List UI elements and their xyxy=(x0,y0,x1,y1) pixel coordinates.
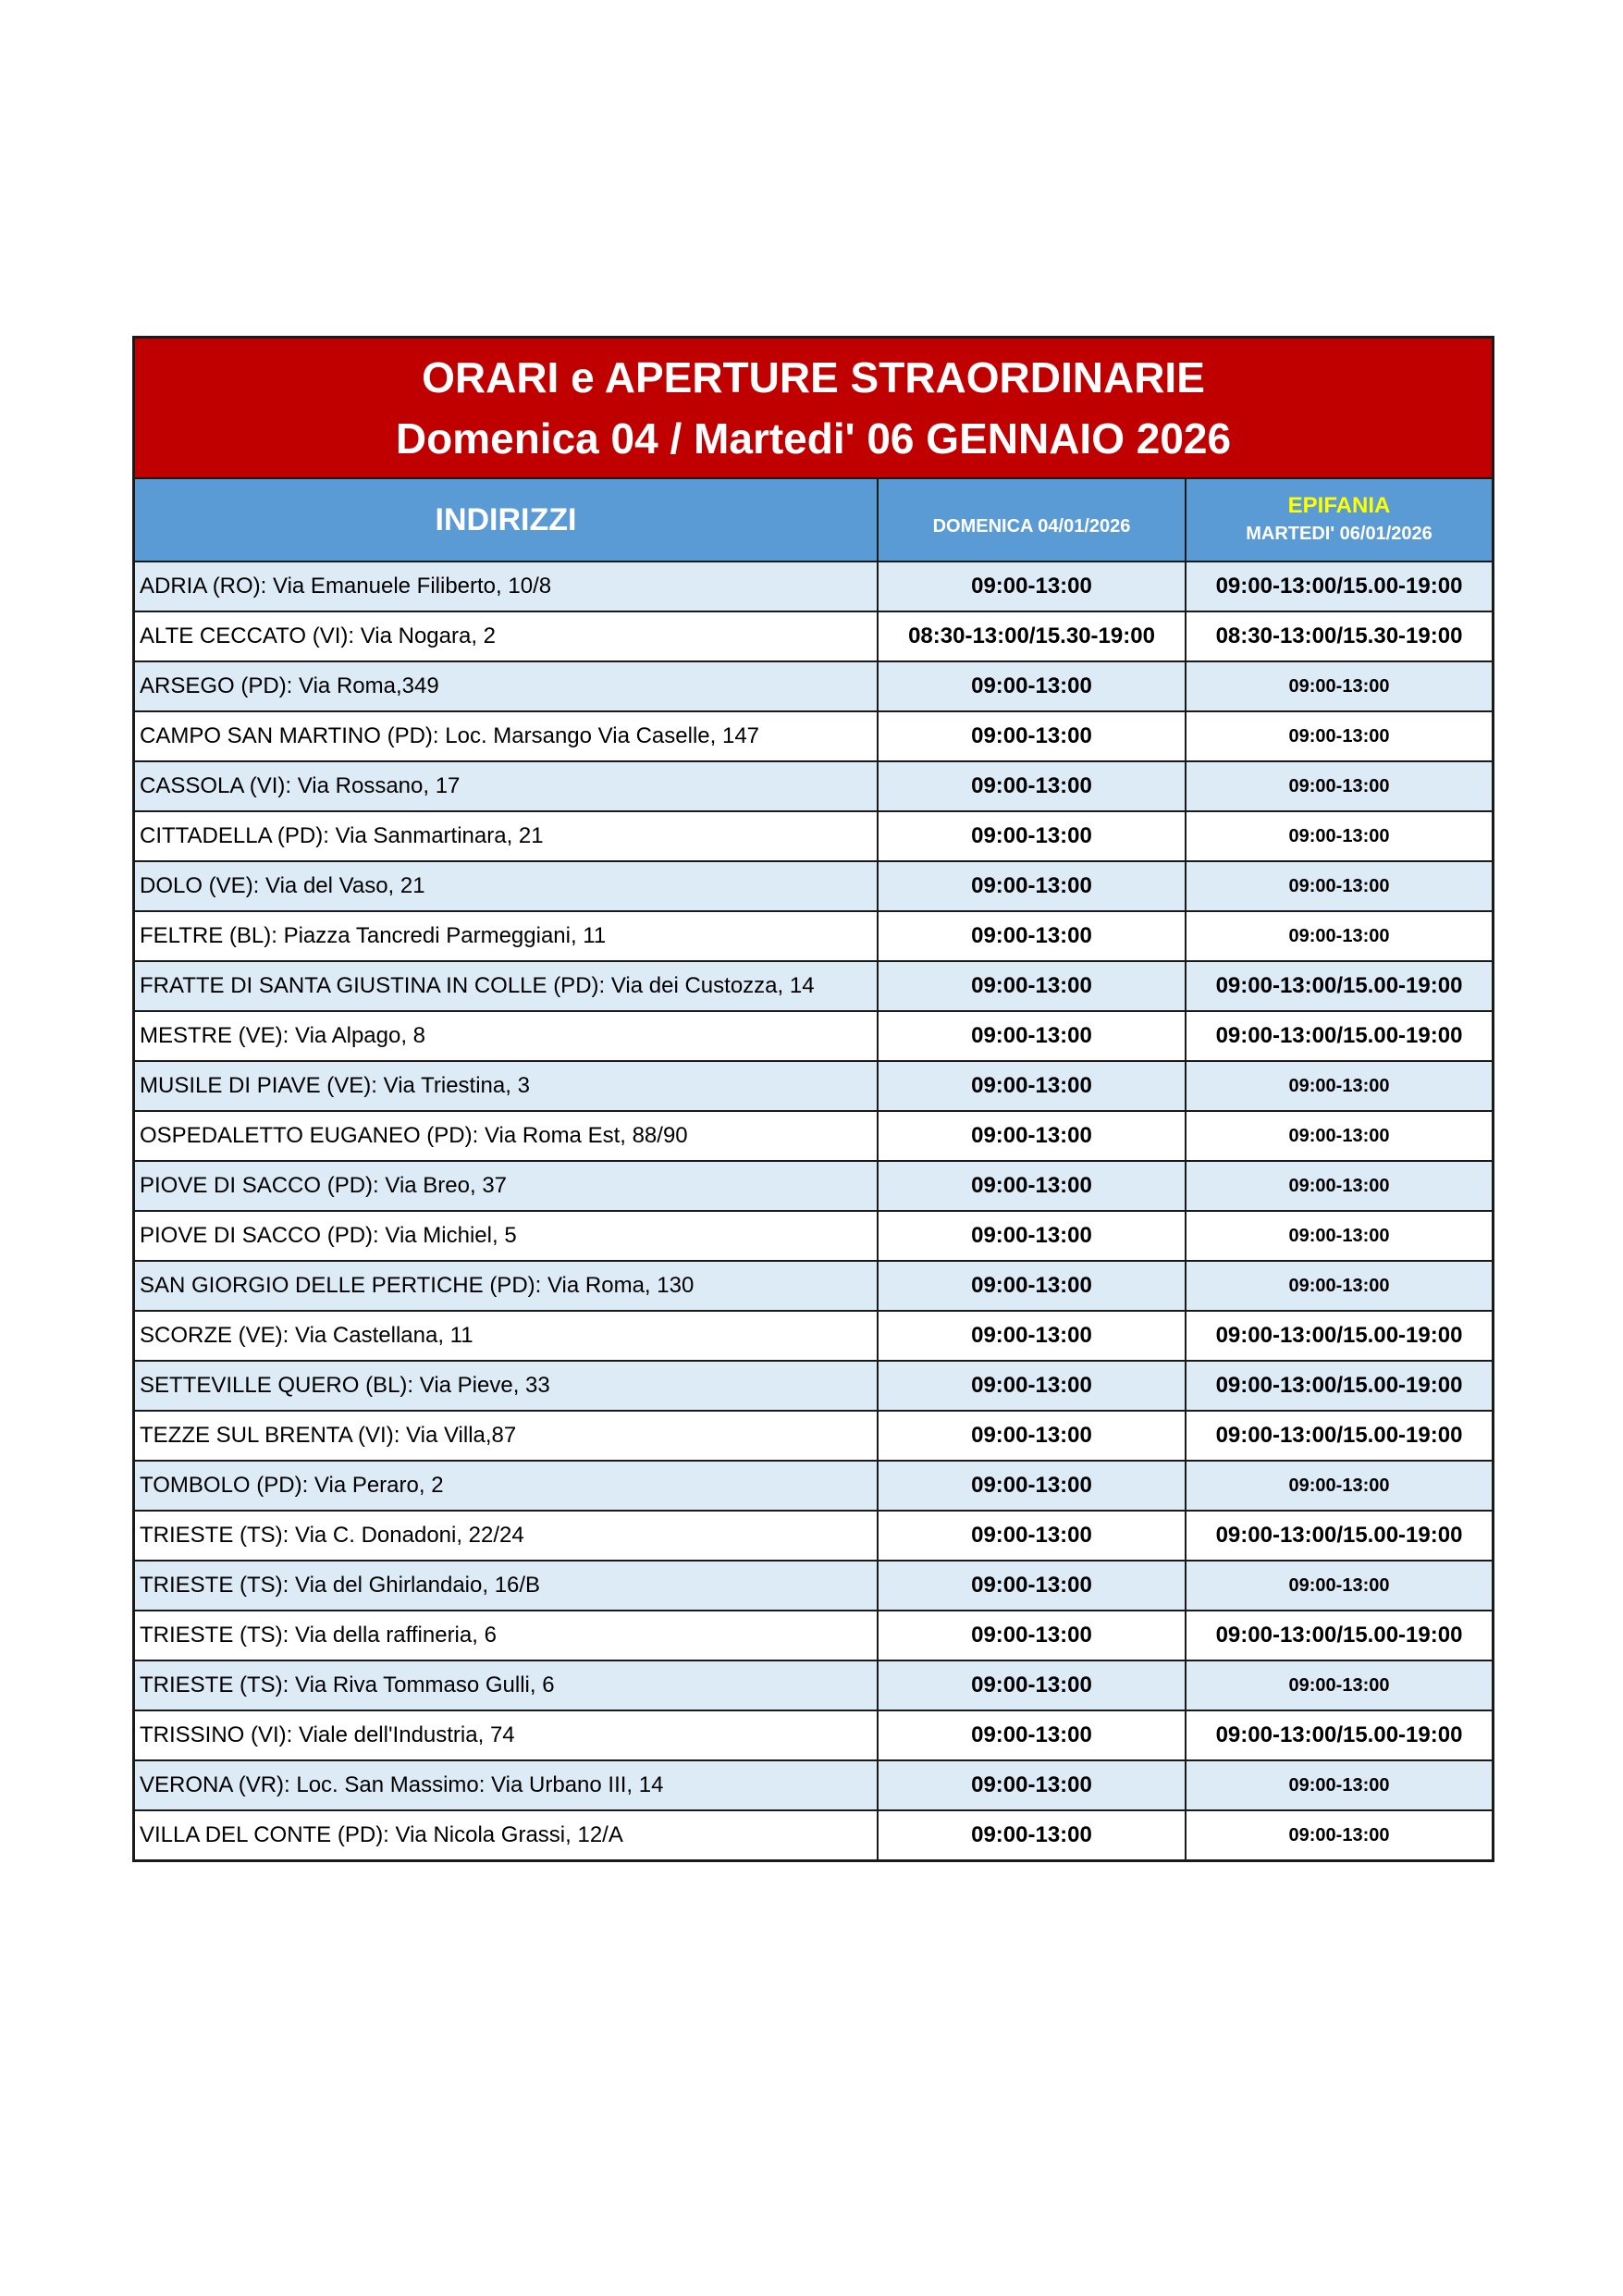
sunday-hours-cell: 09:00-13:00 xyxy=(878,661,1186,711)
sunday-hours-cell: 09:00-13:00 xyxy=(878,1111,1186,1161)
sunday-hours-cell: 09:00-13:00 xyxy=(878,1011,1186,1061)
table-row xyxy=(135,1810,1492,1859)
address-cell: TRIESTE (TS): Via Riva Tommaso Gulli, 6 xyxy=(135,1660,878,1710)
sunday-hours-cell: 09:00-13:00 xyxy=(878,1660,1186,1710)
tuesday-hours-cell: 09:00-13:00/15.00-19:00 xyxy=(1186,1311,1492,1361)
sunday-hours-cell: 09:00-13:00 xyxy=(878,1311,1186,1361)
address-cell: TEZZE SUL BRENTA (VI): Via Villa,87 xyxy=(135,1411,878,1461)
column-header-sunday: DOMENICA 04/01/2026 xyxy=(878,479,1186,562)
sunday-hours-cell: 09:00-13:00 xyxy=(878,1161,1186,1211)
table-row xyxy=(135,1561,1492,1611)
table-row xyxy=(135,1011,1492,1061)
address-cell: MUSILE DI PIAVE (VE): Via Triestina, 3 xyxy=(135,1061,878,1111)
tuesday-hours-cell: 09:00-13:00/15.00-19:00 xyxy=(1186,961,1492,1011)
tuesday-hours-cell: 09:00-13:00 xyxy=(1186,1461,1492,1511)
title-line-2: Domenica 04 / Martedi' 06 GENNAIO 2026 xyxy=(395,414,1232,463)
tuesday-hours-cell: 09:00-13:00/15.00-19:00 xyxy=(1186,1361,1492,1411)
table-row xyxy=(135,1411,1492,1461)
tuesday-hours-cell: 09:00-13:00 xyxy=(1186,711,1492,761)
tuesday-hours-cell: 09:00-13:00 xyxy=(1186,1810,1492,1859)
column-header-tuesday xyxy=(1186,479,1492,562)
address-cell: TOMBOLO (PD): Via Peraro, 2 xyxy=(135,1461,878,1511)
table-row xyxy=(135,1111,1492,1161)
sunday-hours-cell: 09:00-13:00 xyxy=(878,1211,1186,1261)
address-cell: VERONA (VR): Loc. San Massimo: Via Urbano III, 14 xyxy=(135,1760,878,1810)
tuesday-hours-cell: 09:00-13:00 xyxy=(1186,761,1492,811)
sunday-hours-cell: 09:00-13:00 xyxy=(878,811,1186,861)
table-row xyxy=(135,761,1492,811)
table-row xyxy=(135,611,1492,661)
address-cell: FRATTE DI SANTA GIUSTINA IN COLLE (PD): Via dei Custozza, 14 xyxy=(135,961,878,1011)
address-cell: CASSOLA (VI): Via Rossano, 17 xyxy=(135,761,878,811)
sunday-hours-cell: 09:00-13:00 xyxy=(878,911,1186,961)
tuesday-hours-cell: 09:00-13:00 xyxy=(1186,1061,1492,1111)
address-cell: SAN GIORGIO DELLE PERTICHE (PD): Via Roma, 130 xyxy=(135,1261,878,1311)
sunday-hours-cell: 09:00-13:00 xyxy=(878,1361,1186,1411)
tuesday-hours-cell: 09:00-13:00/15.00-19:00 xyxy=(1186,1011,1492,1061)
address-cell: PIOVE DI SACCO (PD): Via Michiel, 5 xyxy=(135,1211,878,1261)
address-cell: ADRIA (RO): Via Emanuele Filiberto, 10/8 xyxy=(135,562,878,611)
tuesday-hours-cell: 09:00-13:00 xyxy=(1186,1211,1492,1261)
address-cell: OSPEDALETTO EUGANEO (PD): Via Roma Est, 88/90 xyxy=(135,1111,878,1161)
tuesday-date: MARTEDI' 06/01/2026 xyxy=(1246,524,1432,544)
table-row xyxy=(135,861,1492,911)
sunday-hours-cell: 09:00-13:00 xyxy=(878,1511,1186,1561)
sunday-hours-cell: 09:00-13:00 xyxy=(878,562,1186,611)
address-cell: ALTE CECCATO (VI): Via Nogara, 2 xyxy=(135,611,878,661)
table-row xyxy=(135,961,1492,1011)
tuesday-hours-cell: 09:00-13:00 xyxy=(1186,1111,1492,1161)
tuesday-hours-cell: 09:00-13:00 xyxy=(1186,861,1492,911)
sunday-hours-cell: 09:00-13:00 xyxy=(878,1611,1186,1660)
tuesday-hours-cell: 08:30-13:00/15.30-19:00 xyxy=(1186,611,1492,661)
address-cell: PIOVE DI SACCO (PD): Via Breo, 37 xyxy=(135,1161,878,1211)
tuesday-hours-cell: 09:00-13:00 xyxy=(1186,1161,1492,1211)
table-row xyxy=(135,1760,1492,1810)
address-cell: VILLA DEL CONTE (PD): Via Nicola Grassi, 12/A xyxy=(135,1810,878,1859)
schedule-rows xyxy=(135,562,1492,1859)
sunday-hours-cell: 09:00-13:00 xyxy=(878,1710,1186,1760)
sunday-hours-cell: 09:00-13:00 xyxy=(878,1261,1186,1311)
table-row xyxy=(135,1710,1492,1760)
opening-hours-table xyxy=(132,336,1494,1862)
schedule-table xyxy=(135,479,1492,1859)
sunday-hours-cell: 09:00-13:00 xyxy=(878,861,1186,911)
table-row xyxy=(135,811,1492,861)
address-cell: TRIESTE (TS): Via C. Donadoni, 22/24 xyxy=(135,1511,878,1561)
table-row xyxy=(135,1611,1492,1660)
address-cell: SCORZE (VE): Via Castellana, 11 xyxy=(135,1311,878,1361)
address-cell: TRISSINO (VI): Viale dell'Industria, 74 xyxy=(135,1710,878,1760)
sunday-hours-cell: 09:00-13:00 xyxy=(878,1561,1186,1611)
tuesday-hours-cell: 09:00-13:00 xyxy=(1186,661,1492,711)
table-row xyxy=(135,1361,1492,1411)
sunday-hours-cell: 09:00-13:00 xyxy=(878,1760,1186,1810)
address-cell: DOLO (VE): Via del Vaso, 21 xyxy=(135,861,878,911)
address-cell: CITTADELLA (PD): Via Sanmartinara, 21 xyxy=(135,811,878,861)
address-cell: ARSEGO (PD): Via Roma,349 xyxy=(135,661,878,711)
address-cell: SETTEVILLE QUERO (BL): Via Pieve, 33 xyxy=(135,1361,878,1411)
sunday-hours-cell: 09:00-13:00 xyxy=(878,711,1186,761)
sunday-hours-cell: 09:00-13:00 xyxy=(878,1810,1186,1859)
table-row xyxy=(135,1461,1492,1511)
tuesday-hours-cell: 09:00-13:00/15.00-19:00 xyxy=(1186,1611,1492,1660)
tuesday-hours-cell: 09:00-13:00 xyxy=(1186,1660,1492,1710)
address-cell: FELTRE (BL): Piazza Tancredi Parmeggiani, 11 xyxy=(135,911,878,961)
epifania-label: EPIFANIA xyxy=(1287,493,1391,518)
tuesday-hours-cell: 09:00-13:00 xyxy=(1186,1760,1492,1810)
address-cell: TRIESTE (TS): Via del Ghirlandaio, 16/B xyxy=(135,1561,878,1611)
tuesday-hours-cell: 09:00-13:00 xyxy=(1186,1261,1492,1311)
table-row xyxy=(135,1311,1492,1361)
tuesday-hours-cell: 09:00-13:00 xyxy=(1186,811,1492,861)
sunday-hours-cell: 09:00-13:00 xyxy=(878,1411,1186,1461)
tuesday-hours-cell: 09:00-13:00/15.00-19:00 xyxy=(1186,562,1492,611)
sunday-hours-cell: 09:00-13:00 xyxy=(878,761,1186,811)
table-row xyxy=(135,1261,1492,1311)
table-row xyxy=(135,1660,1492,1710)
sunday-hours-cell: 09:00-13:00 xyxy=(878,1461,1186,1511)
address-cell: MESTRE (VE): Via Alpago, 8 xyxy=(135,1011,878,1061)
column-header-address: INDIRIZZI xyxy=(135,479,878,562)
table-row xyxy=(135,562,1492,611)
table-row xyxy=(135,1061,1492,1111)
table-row xyxy=(135,1511,1492,1561)
table-row xyxy=(135,1211,1492,1261)
sunday-hours-cell: 09:00-13:00 xyxy=(878,1061,1186,1111)
table-title xyxy=(135,339,1492,479)
column-header-row xyxy=(135,479,1492,562)
sunday-hours-cell: 09:00-13:00 xyxy=(878,961,1186,1011)
tuesday-hours-cell: 09:00-13:00 xyxy=(1186,911,1492,961)
address-cell: CAMPO SAN MARTINO (PD): Loc. Marsango Via Caselle, 147 xyxy=(135,711,878,761)
table-row xyxy=(135,911,1492,961)
tuesday-hours-cell: 09:00-13:00 xyxy=(1186,1561,1492,1611)
sunday-hours-cell: 08:30-13:00/15.30-19:00 xyxy=(878,611,1186,661)
tuesday-hours-cell: 09:00-13:00/15.00-19:00 xyxy=(1186,1411,1492,1461)
title-line-1: ORARI e APERTURE STRAORDINARIE xyxy=(422,353,1205,401)
address-cell: TRIESTE (TS): Via della raffineria, 6 xyxy=(135,1611,878,1660)
table-row xyxy=(135,1161,1492,1211)
tuesday-hours-cell: 09:00-13:00/15.00-19:00 xyxy=(1186,1710,1492,1760)
table-row xyxy=(135,711,1492,761)
tuesday-hours-cell: 09:00-13:00/15.00-19:00 xyxy=(1186,1511,1492,1561)
table-row xyxy=(135,661,1492,711)
